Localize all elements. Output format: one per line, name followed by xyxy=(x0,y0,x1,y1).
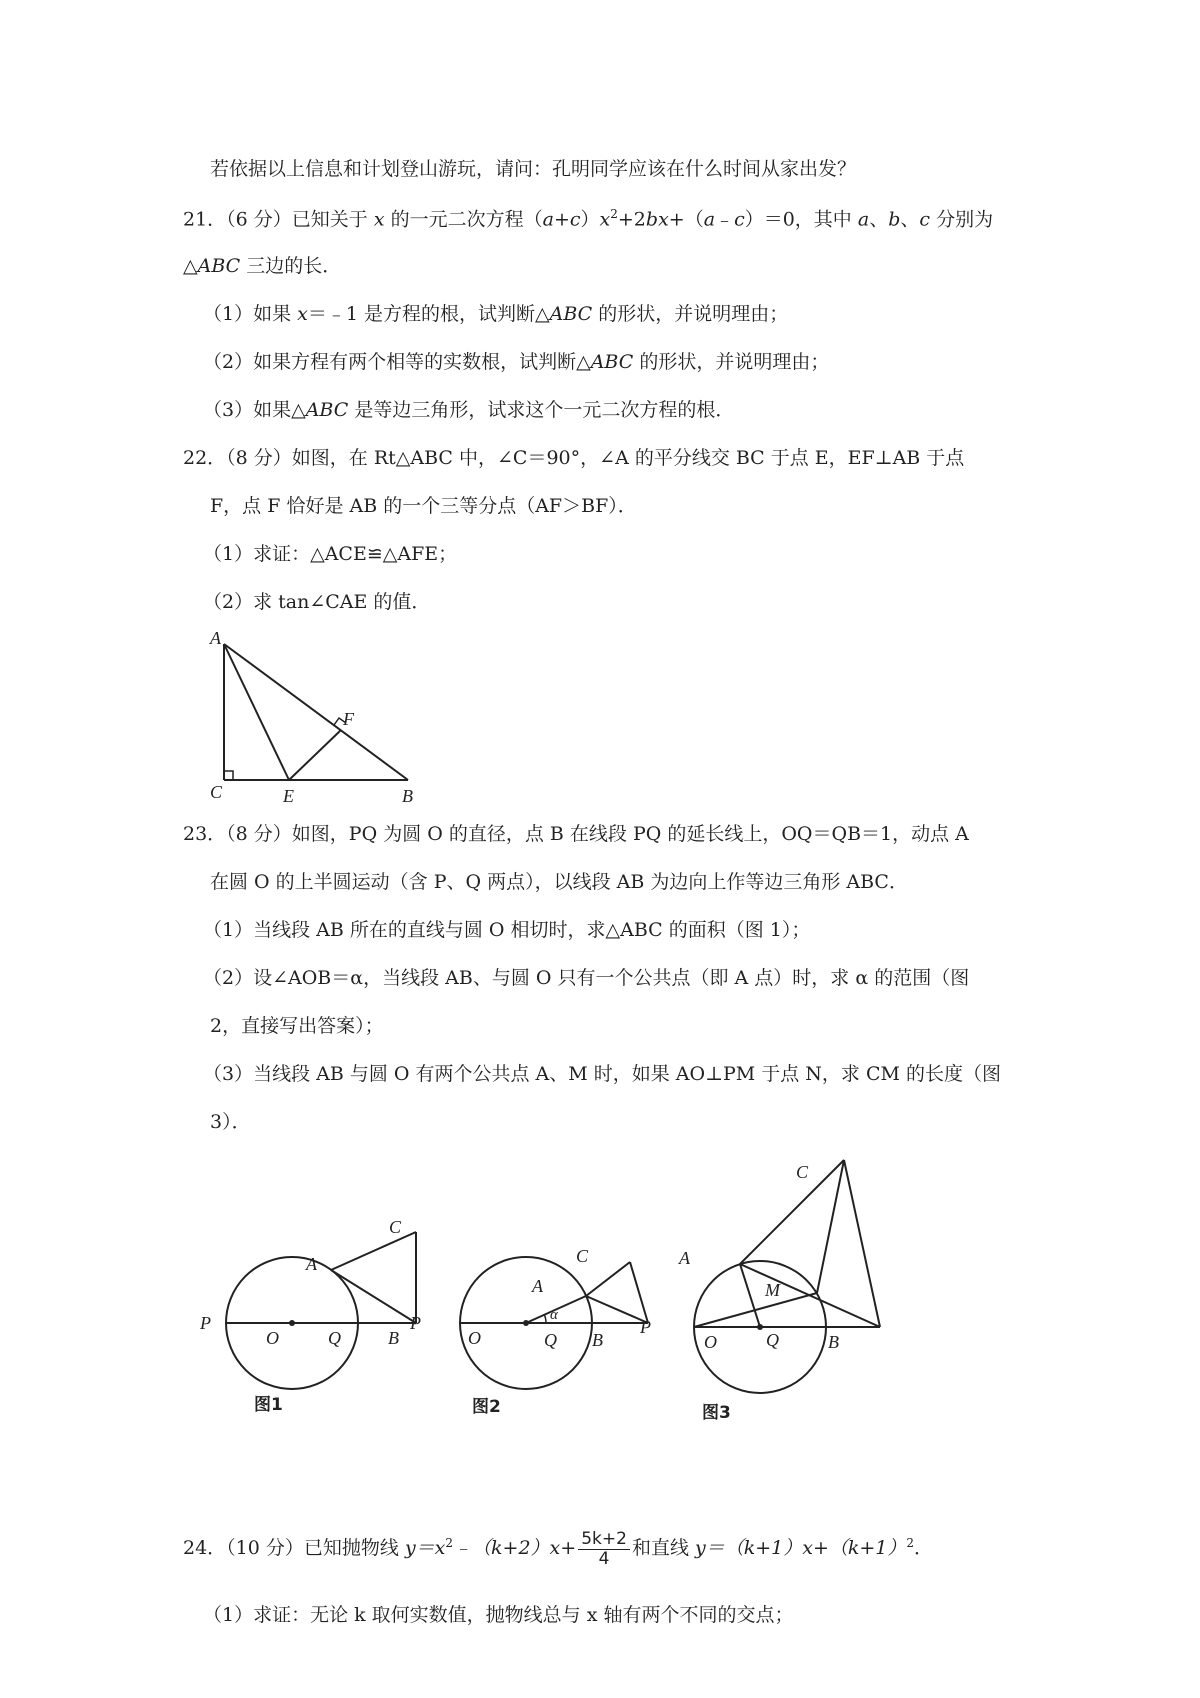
q21-text: 、 xyxy=(900,208,920,231)
q21-var: ABC xyxy=(305,399,349,421)
fig3-segment-ao xyxy=(740,1264,760,1327)
q21-sub-2 xyxy=(203,351,829,374)
q21-var: x xyxy=(373,208,385,231)
q21-sub-3 xyxy=(203,399,734,422)
fig1-segment-ab xyxy=(331,1270,416,1323)
q21-line-1 xyxy=(183,207,993,231)
q21-text: 是等边三角形，试求这个一元二次方程的根． xyxy=(348,399,735,421)
fig1-segment-ac xyxy=(331,1232,416,1270)
q22-line-1: 22．（8 分）如图，在 Rt△ABC 中，∠C＝90°，∠A 的平分线交 BC 于点 E，EF⊥AB 于点 xyxy=(183,447,965,469)
fig2-label-o: O xyxy=(468,1328,481,1348)
fig1-label-c: C xyxy=(389,1217,402,1237)
q21-var: c xyxy=(734,208,745,231)
q23-figures xyxy=(200,1150,960,1450)
fig3-label-a: A xyxy=(679,1248,690,1268)
fig1-label-a: A xyxy=(306,1254,317,1274)
q21-sub-1 xyxy=(203,303,788,326)
q21-text: ） xyxy=(580,208,600,231)
fig2-label-p: P xyxy=(410,1313,421,1333)
q24-expr: y＝x xyxy=(404,1537,446,1560)
label-f: F xyxy=(343,709,354,729)
fig3-segment-ac xyxy=(740,1160,844,1264)
q21-var: bx xyxy=(645,208,669,231)
q21-text: 分别为 xyxy=(930,208,994,231)
q24-text: ． xyxy=(914,1537,934,1560)
fig2-center-dot xyxy=(523,1320,529,1326)
label-b: B xyxy=(402,786,413,806)
q21-text: 21．（6 分）已知关于 xyxy=(183,208,374,231)
q22-line-2: F，点 F 恰好是 AB 的一个三等分点（AF＞BF）． xyxy=(210,495,637,517)
q21-text: 的形状，并说明理由； xyxy=(633,351,830,373)
fig3-label-c: C xyxy=(796,1162,809,1182)
fig3-label-b: B xyxy=(828,1332,839,1352)
fig2-segment-ab xyxy=(586,1296,648,1323)
q24-fraction-numerator: 5k+2 xyxy=(578,1530,630,1550)
q21-var: a xyxy=(703,208,716,231)
segment-ef xyxy=(289,730,341,780)
fig2-segment-cb xyxy=(630,1262,648,1323)
q21-text: （3）如果△ xyxy=(203,399,306,421)
fig2-label-b: B xyxy=(592,1330,603,1350)
fig3-caption: 图3 xyxy=(702,1403,731,1423)
label-e: E xyxy=(283,786,294,806)
q21-text: 的一元二次方程（ xyxy=(384,208,543,231)
q21-text: 三边的长． xyxy=(240,255,342,277)
q23-sub-2: （2）设∠AOB＝α，当线段 AB、与圆 O 只有一个公共点（即 A 点）时，求 α 的范围（图 xyxy=(203,967,970,989)
q23-sub-1: （1）当线段 AB 所在的直线与圆 O 相切时，求△ABC 的面积（图 1）； xyxy=(203,919,811,941)
q24-sub-1: （1）求证：无论 k 取何实数值，抛物线总与 x 轴有两个不同的交点； xyxy=(203,1604,794,1626)
q21-text: ﹣ xyxy=(715,208,735,231)
q21-text: ）＝0，其中 xyxy=(744,208,858,231)
q21-var: x xyxy=(297,303,308,325)
q20-tail-line: 若依据以上信息和计划登山游玩，请问：孔明同学应该在什么时间从家出发？ xyxy=(210,158,857,180)
q24-exp: 2 xyxy=(906,1535,915,1550)
q21-var: a+c xyxy=(542,208,581,231)
segment-ae xyxy=(224,644,289,780)
fig3-segment-mc xyxy=(817,1160,844,1293)
q21-var: ABC xyxy=(590,351,634,373)
fig3-segment-pm xyxy=(694,1293,817,1327)
fig2-label-a: A xyxy=(532,1276,543,1296)
q21-line-2 xyxy=(183,255,341,278)
label-a: A xyxy=(210,630,221,648)
q22-sub-1: （1）求证：△ACE≌△AFE； xyxy=(203,543,458,565)
fig2-label-c: C xyxy=(576,1246,589,1266)
q21-text: 、 xyxy=(869,208,889,231)
q21-text: （2）如果方程有两个相等的实数根，试判断△ xyxy=(203,351,591,373)
q24-text: 24．（10 分）已知抛物线 xyxy=(183,1537,405,1560)
right-angle-c xyxy=(224,771,233,780)
q23-sub-3-cont: 3）． xyxy=(210,1111,251,1133)
q21-text: 的形状，并说明理由； xyxy=(592,303,789,325)
fig3-label-q: Q xyxy=(766,1330,779,1350)
q23-sub-2-cont: 2，直接写出答案）； xyxy=(210,1015,384,1037)
q21-var: a xyxy=(857,208,870,231)
q24-expr: y＝（k+1）x+（k+1） xyxy=(694,1537,907,1560)
q21-var: x xyxy=(599,208,611,231)
fig2-label-alpha: α xyxy=(550,1307,558,1323)
fig3-center-dot xyxy=(757,1324,763,1330)
q24-fraction xyxy=(578,1530,630,1568)
q23-line-2: 在圆 O 的上半圆运动（含 P、Q 两点），以线段 AB 为边向上作等边三角形 ABC． xyxy=(210,871,908,893)
q21-text: （1）如果 xyxy=(203,303,298,325)
q21-var: c xyxy=(919,208,931,231)
segment-ab xyxy=(224,644,408,780)
q21-var: ABC xyxy=(549,303,593,325)
q22-sub-2: （2）求 tan∠CAE 的值． xyxy=(203,591,431,613)
q21-var: b xyxy=(888,208,901,231)
fig3-segment-cb xyxy=(844,1160,880,1327)
q21-text: +2 xyxy=(617,208,646,231)
fig1-center-dot xyxy=(289,1320,295,1326)
q24-fraction-denominator: 4 xyxy=(598,1548,610,1569)
q24-exp: 2 xyxy=(445,1535,454,1550)
fig3-label-p: P xyxy=(640,1317,651,1337)
q23-line-1: 23．（8 分）如图，PQ 为圆 O 的直径，点 B 在线段 PQ 的延长线上，OQ＝QB＝1，动点 A xyxy=(183,823,969,845)
fig2-label-q: Q xyxy=(544,1330,557,1350)
fig1-label-q: Q xyxy=(328,1328,341,1348)
fig2-caption: 图2 xyxy=(472,1397,501,1417)
fig1-label-p: P xyxy=(200,1313,211,1333)
q21-text: △ xyxy=(183,255,198,277)
q24-line-1 xyxy=(183,1530,933,1568)
label-c: C xyxy=(210,782,223,802)
q24-text: 和直线 xyxy=(631,1537,695,1560)
fig1-label-b: B xyxy=(388,1328,399,1348)
q21-text: +（ xyxy=(668,208,704,231)
q21-var: ABC xyxy=(197,255,241,277)
fig2-segment-ac xyxy=(586,1262,630,1296)
q21-exp: 2 xyxy=(610,207,618,221)
fig1-caption: 图1 xyxy=(254,1395,283,1415)
q24-expr: ﹣（k+2）x+ xyxy=(453,1537,577,1560)
q22-figure xyxy=(200,630,440,810)
fig3-label-o: O xyxy=(704,1332,717,1352)
fig2-angle-alpha-arc xyxy=(544,1314,546,1323)
fig1-label-o: O xyxy=(266,1328,279,1348)
fig3-label-m: M xyxy=(765,1280,780,1300)
q21-text: ＝﹣1 是方程的根，试判断△ xyxy=(307,303,550,325)
q23-sub-3: （3）当线段 AB 与圆 O 有两个公共点 A、M 时，如果 AO⊥PM 于点 N，求 CM 的长度（图 xyxy=(203,1063,1001,1085)
